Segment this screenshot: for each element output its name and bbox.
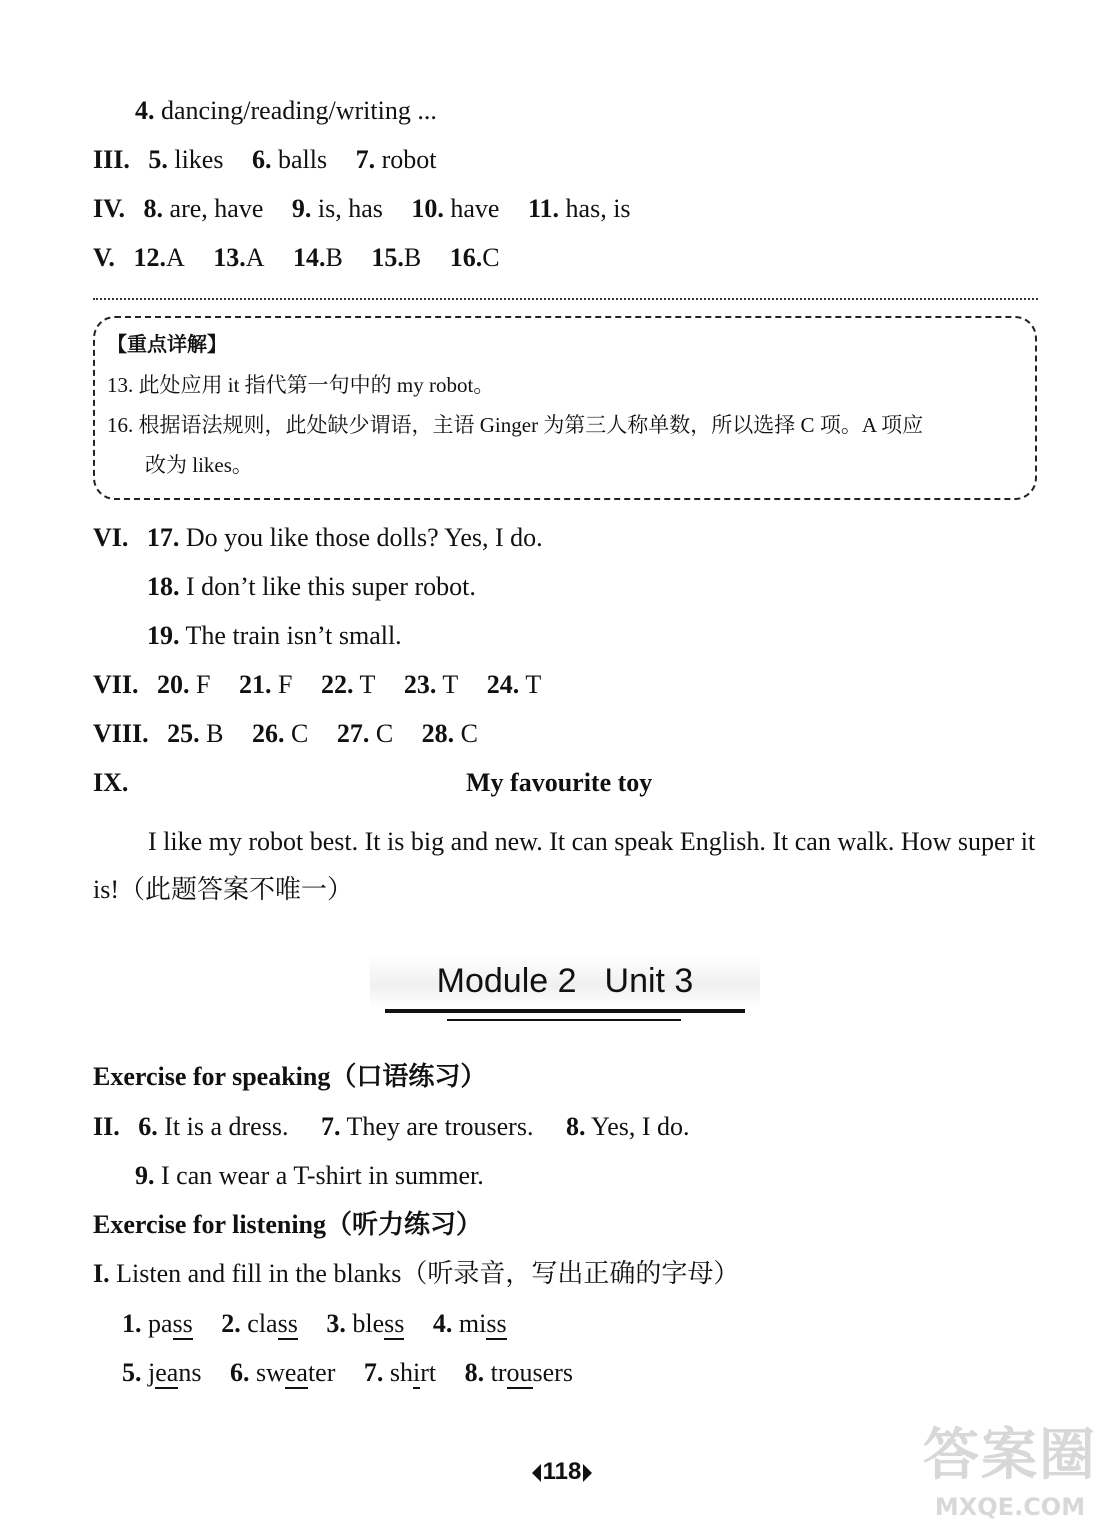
triangle-left-icon <box>532 1464 541 1482</box>
roman-numeral: II. <box>93 1112 120 1141</box>
word-suffix: ns <box>178 1358 202 1387</box>
answer-text: Yes, I do. <box>591 1112 690 1141</box>
note-16-line1: 16. 根据语法规则，此处缺少谓语，主语 Ginger 为第三人称单数，所以选择 C 项。A 项应 <box>107 413 924 437</box>
item-number: 13. <box>213 243 246 272</box>
answer-text: Do you like those dolls? Yes, I do. <box>185 523 543 552</box>
item-number: 16. <box>449 243 483 272</box>
word-underlined-letters: ss <box>384 1309 405 1338</box>
answer-text: T <box>525 670 542 699</box>
item-number: 1. <box>122 1309 142 1338</box>
answer-text: C <box>482 243 500 272</box>
answer-text: B <box>403 243 422 272</box>
word-suffix: rt <box>420 1358 437 1387</box>
page-number <box>522 1458 602 1486</box>
item-number: 4. <box>432 1309 453 1338</box>
word-prefix: ble <box>352 1309 385 1338</box>
item-number: 8. <box>143 194 164 223</box>
section-viii <box>93 718 500 750</box>
item-number: 20. <box>157 670 190 699</box>
item-number: 28. <box>421 719 455 748</box>
word-underlined-letters: ss <box>486 1309 507 1338</box>
item-number: 19. <box>147 621 180 650</box>
item-number: 18. <box>147 572 180 601</box>
answer-text: likes <box>174 145 224 174</box>
answer-text: robot <box>381 145 437 174</box>
section-ix-label <box>93 767 140 799</box>
word-prefix: cla <box>247 1309 278 1338</box>
answer-text: B <box>206 719 224 748</box>
roman-numeral: IX. <box>93 768 129 797</box>
answer-text: C <box>375 719 394 748</box>
answer-text: B <box>325 243 343 272</box>
heading-underline-thick <box>385 1009 745 1013</box>
item-number: 6. <box>138 1112 158 1141</box>
unit-label: Unit 3 <box>604 962 694 1000</box>
answer-text: has, is <box>565 194 631 223</box>
item-number: 9. <box>291 194 312 223</box>
item-number: 23. <box>403 670 437 699</box>
essay-title: My favourite toy <box>466 768 653 797</box>
module-heading <box>370 955 760 1007</box>
answer-text: F <box>277 670 293 699</box>
module-label: Module 2 <box>436 962 577 1000</box>
roman-numeral: VII. <box>93 670 139 699</box>
item-number: 14. <box>293 243 326 272</box>
answer-text: I don’t like this super robot. <box>186 572 476 601</box>
item-number: 15. <box>371 243 404 272</box>
answer-text: dancing/reading/writing ... <box>161 96 437 125</box>
word-underlined-letters: ea <box>155 1358 179 1387</box>
roman-numeral: V. <box>93 243 115 272</box>
watermark-logo <box>915 1420 1105 1532</box>
watermark-text: 答案圈 <box>923 1423 1097 1488</box>
word-suffix: ter <box>307 1358 336 1387</box>
roman-numeral: I. <box>93 1259 110 1288</box>
item-number: 11. <box>527 194 560 223</box>
answer-text: are, have <box>169 194 264 223</box>
triangle-right-icon <box>583 1464 592 1482</box>
item-number: 8. <box>565 1112 586 1141</box>
section-iv <box>93 193 653 225</box>
answer-line-19 <box>147 620 402 652</box>
word-prefix: sh <box>389 1358 413 1387</box>
word-prefix: tr <box>490 1358 507 1387</box>
item-number: 4. <box>135 96 155 125</box>
answer-text: It is a dress. <box>164 1112 289 1141</box>
answer-text: F <box>196 670 211 699</box>
answer-text: A <box>245 243 265 272</box>
item-number: 22. <box>320 670 354 699</box>
item-number: 3. <box>326 1309 346 1338</box>
heading-underline-thin <box>447 1019 681 1021</box>
word-prefix: mi <box>458 1309 487 1338</box>
answer-line-4 <box>135 95 437 127</box>
word-suffix: sers <box>532 1358 573 1387</box>
answer-text: have <box>450 194 500 223</box>
item-number: 9. <box>135 1161 155 1190</box>
word-underlined-letters: ou <box>506 1358 533 1387</box>
item-number: 7. <box>363 1358 384 1387</box>
section-vii <box>93 669 563 701</box>
answer-text: T <box>442 670 459 699</box>
dotted-divider <box>93 298 1038 300</box>
answer-text: I can wear a T-shirt in summer. <box>161 1161 484 1190</box>
item-number: 5. <box>148 145 168 174</box>
answer-text: C <box>290 719 309 748</box>
item-number: 10. <box>411 194 444 223</box>
answer-line-18 <box>147 571 476 603</box>
answer-text: T <box>359 670 376 699</box>
word-underlined-letters: i <box>413 1358 421 1387</box>
word-prefix: sw <box>255 1358 285 1387</box>
listening-title: Exercise for listening（听力练习） <box>93 1210 483 1239</box>
speaking-line-2 <box>135 1160 484 1192</box>
section-vi <box>93 522 543 554</box>
item-number: 26. <box>251 719 285 748</box>
key-points-title: 【重点详解】 <box>107 332 227 356</box>
speaking-title: Exercise for speaking（口语练习） <box>93 1062 487 1091</box>
answer-text: balls <box>277 145 328 174</box>
roman-numeral: III. <box>93 145 130 174</box>
word-underlined-letters: ea <box>284 1358 308 1387</box>
word-underlined-letters: ss <box>277 1309 298 1338</box>
answer-text: The train isn’t small. <box>185 621 402 650</box>
item-number: 21. <box>238 670 272 699</box>
item-number: 25. <box>167 719 200 748</box>
speaking-line-1 <box>93 1111 712 1143</box>
item-number: 7. <box>320 1112 341 1141</box>
listening-words-row-2 <box>122 1357 595 1389</box>
item-number: 24. <box>486 670 520 699</box>
note-16-line2: 改为 likes。 <box>145 453 253 477</box>
page-number-text: 118 <box>542 1458 582 1485</box>
roman-numeral: VIII. <box>93 719 149 748</box>
item-number: 7. <box>355 145 376 174</box>
listening-instruction <box>93 1258 739 1290</box>
item-number: 5. <box>122 1358 142 1387</box>
roman-numeral: IV. <box>93 194 126 223</box>
answer-text: A <box>165 243 185 272</box>
word-prefix: pa <box>148 1309 173 1338</box>
item-number: 12. <box>133 243 166 272</box>
section-iii <box>93 144 458 176</box>
word-underlined-letters: ss <box>172 1309 193 1338</box>
answer-text: They are trousers. <box>346 1112 534 1141</box>
item-number: 2. <box>221 1309 241 1338</box>
note-13: 13. 此处应用 it 指代第一句中的 my robot。 <box>107 373 495 397</box>
word-prefix: j <box>148 1358 156 1387</box>
item-number: 6. <box>251 145 272 174</box>
instruction-text: Listen and fill in the blanks（听录音，写出正确的字母） <box>116 1259 740 1288</box>
essay-body: I like my robot best. It is big and new. It can speak English. It can walk. How super it is!（此题答案不唯一） <box>93 827 1036 904</box>
watermark-url: MXQE.COM <box>934 1493 1086 1521</box>
listening-words-row-1 <box>122 1308 529 1340</box>
item-number: 17. <box>146 523 180 552</box>
item-number: 6. <box>229 1358 250 1387</box>
roman-numeral: VI. <box>93 523 129 552</box>
item-number: 27. <box>336 719 370 748</box>
answer-text: is, has <box>317 194 383 223</box>
answer-text: C <box>460 719 479 748</box>
item-number: 8. <box>464 1358 485 1387</box>
section-v <box>93 242 522 274</box>
